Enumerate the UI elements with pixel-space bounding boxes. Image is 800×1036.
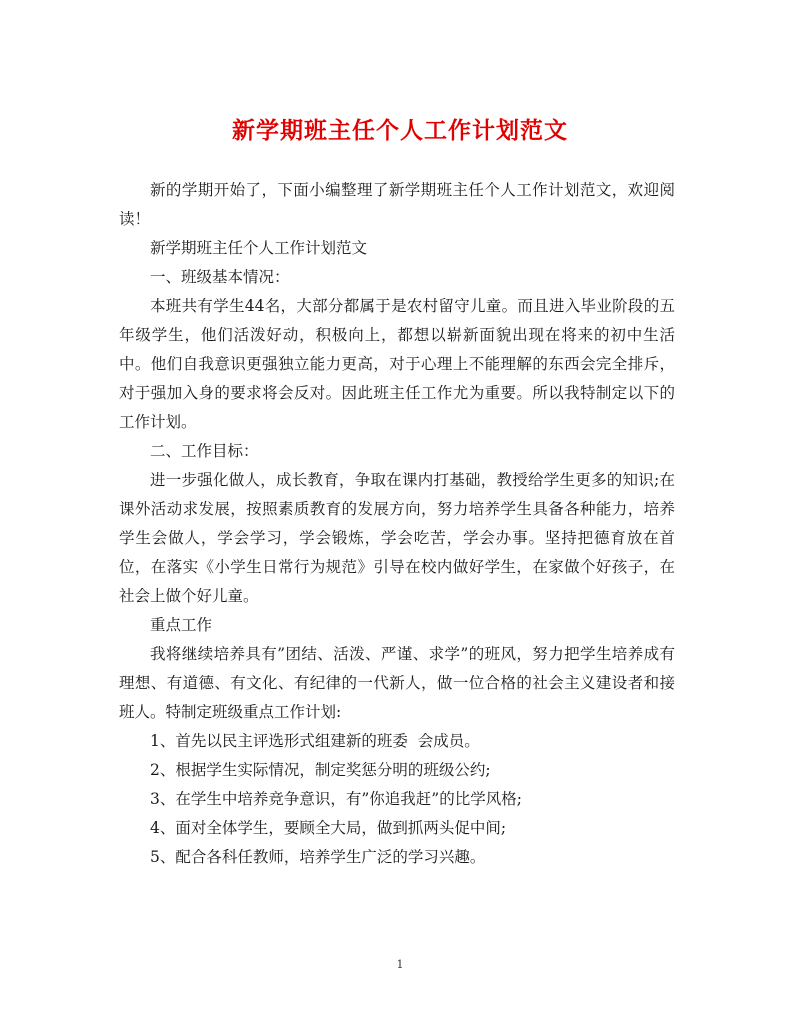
paragraph-goals: 进一步强化做人，成长教育，争取在课内打基础，教授给学生更多的知识;在课外活动求发展，按照素质教育的发展方向，努力培养学生具备各种能力，培养学生会做人，学会学习，学会锻炼，学会吃苦，学会办事。坚持把德育放在首位，在落实《小学生日常行为规范》引导在校内做好学生，在家做个好孩子，在社会上做个好儿童。 [119,471,675,605]
paragraph-key-work: 我将继续培养具有”团结、活泼、严谨、求学”的班风，努力把学生培养成有理想、有道德、有文化、有纪律的一代新人，做一位合格的社会主义建设者和接班人。特制定班级重点工作计划: [119,645,675,721]
paragraph-basic-info: 本班共有学生44名，大部分都属于是农村留守儿童。而且进入毕业阶段的五年级学生，他们活泼好动，积极向上，都想以崭新面貌出现在将来的初中生活中。他们自我意识更强独立能力更高，对于心理上不能理解的东西会完全排斥，对于强加入身的要求将会反对。因此班主任工作尤为重要。所以我特制定以下的工作计划。 [119,297,675,431]
list-item: 4、面对全体学生，要顾全大局，做到抓两头促中间; [150,819,507,837]
list-item: 3、在学生中培养竞争意识，有”你追我赶”的比学风格; [150,790,522,808]
list-item: 5、配合各科任教师，培养学生广泛的学习兴趣。 [150,848,486,866]
document-title: 新学期班主任个人工作计划范文 [232,117,568,144]
section-heading-basic-info: 一、班级基本情况： [150,268,290,286]
paragraph-intro: 新的学期开始了，下面小编整理了新学期班主任个人工作计划范文，欢迎阅读！ [119,181,675,228]
paragraph-subtitle: 新学期班主任个人工作计划范文 [150,239,368,257]
section-heading-goals: 二、工作目标： [150,442,259,460]
list-item: 1、首先以民主评选形式组建新的班委 会成员。 [150,732,480,750]
page-number: 1 [396,958,404,971]
list-item: 2、根据学生实际情况，制定奖惩分明的班级公约; [150,761,491,779]
section-heading-key-work: 重点工作 [150,616,213,634]
document-body [119,176,675,872]
